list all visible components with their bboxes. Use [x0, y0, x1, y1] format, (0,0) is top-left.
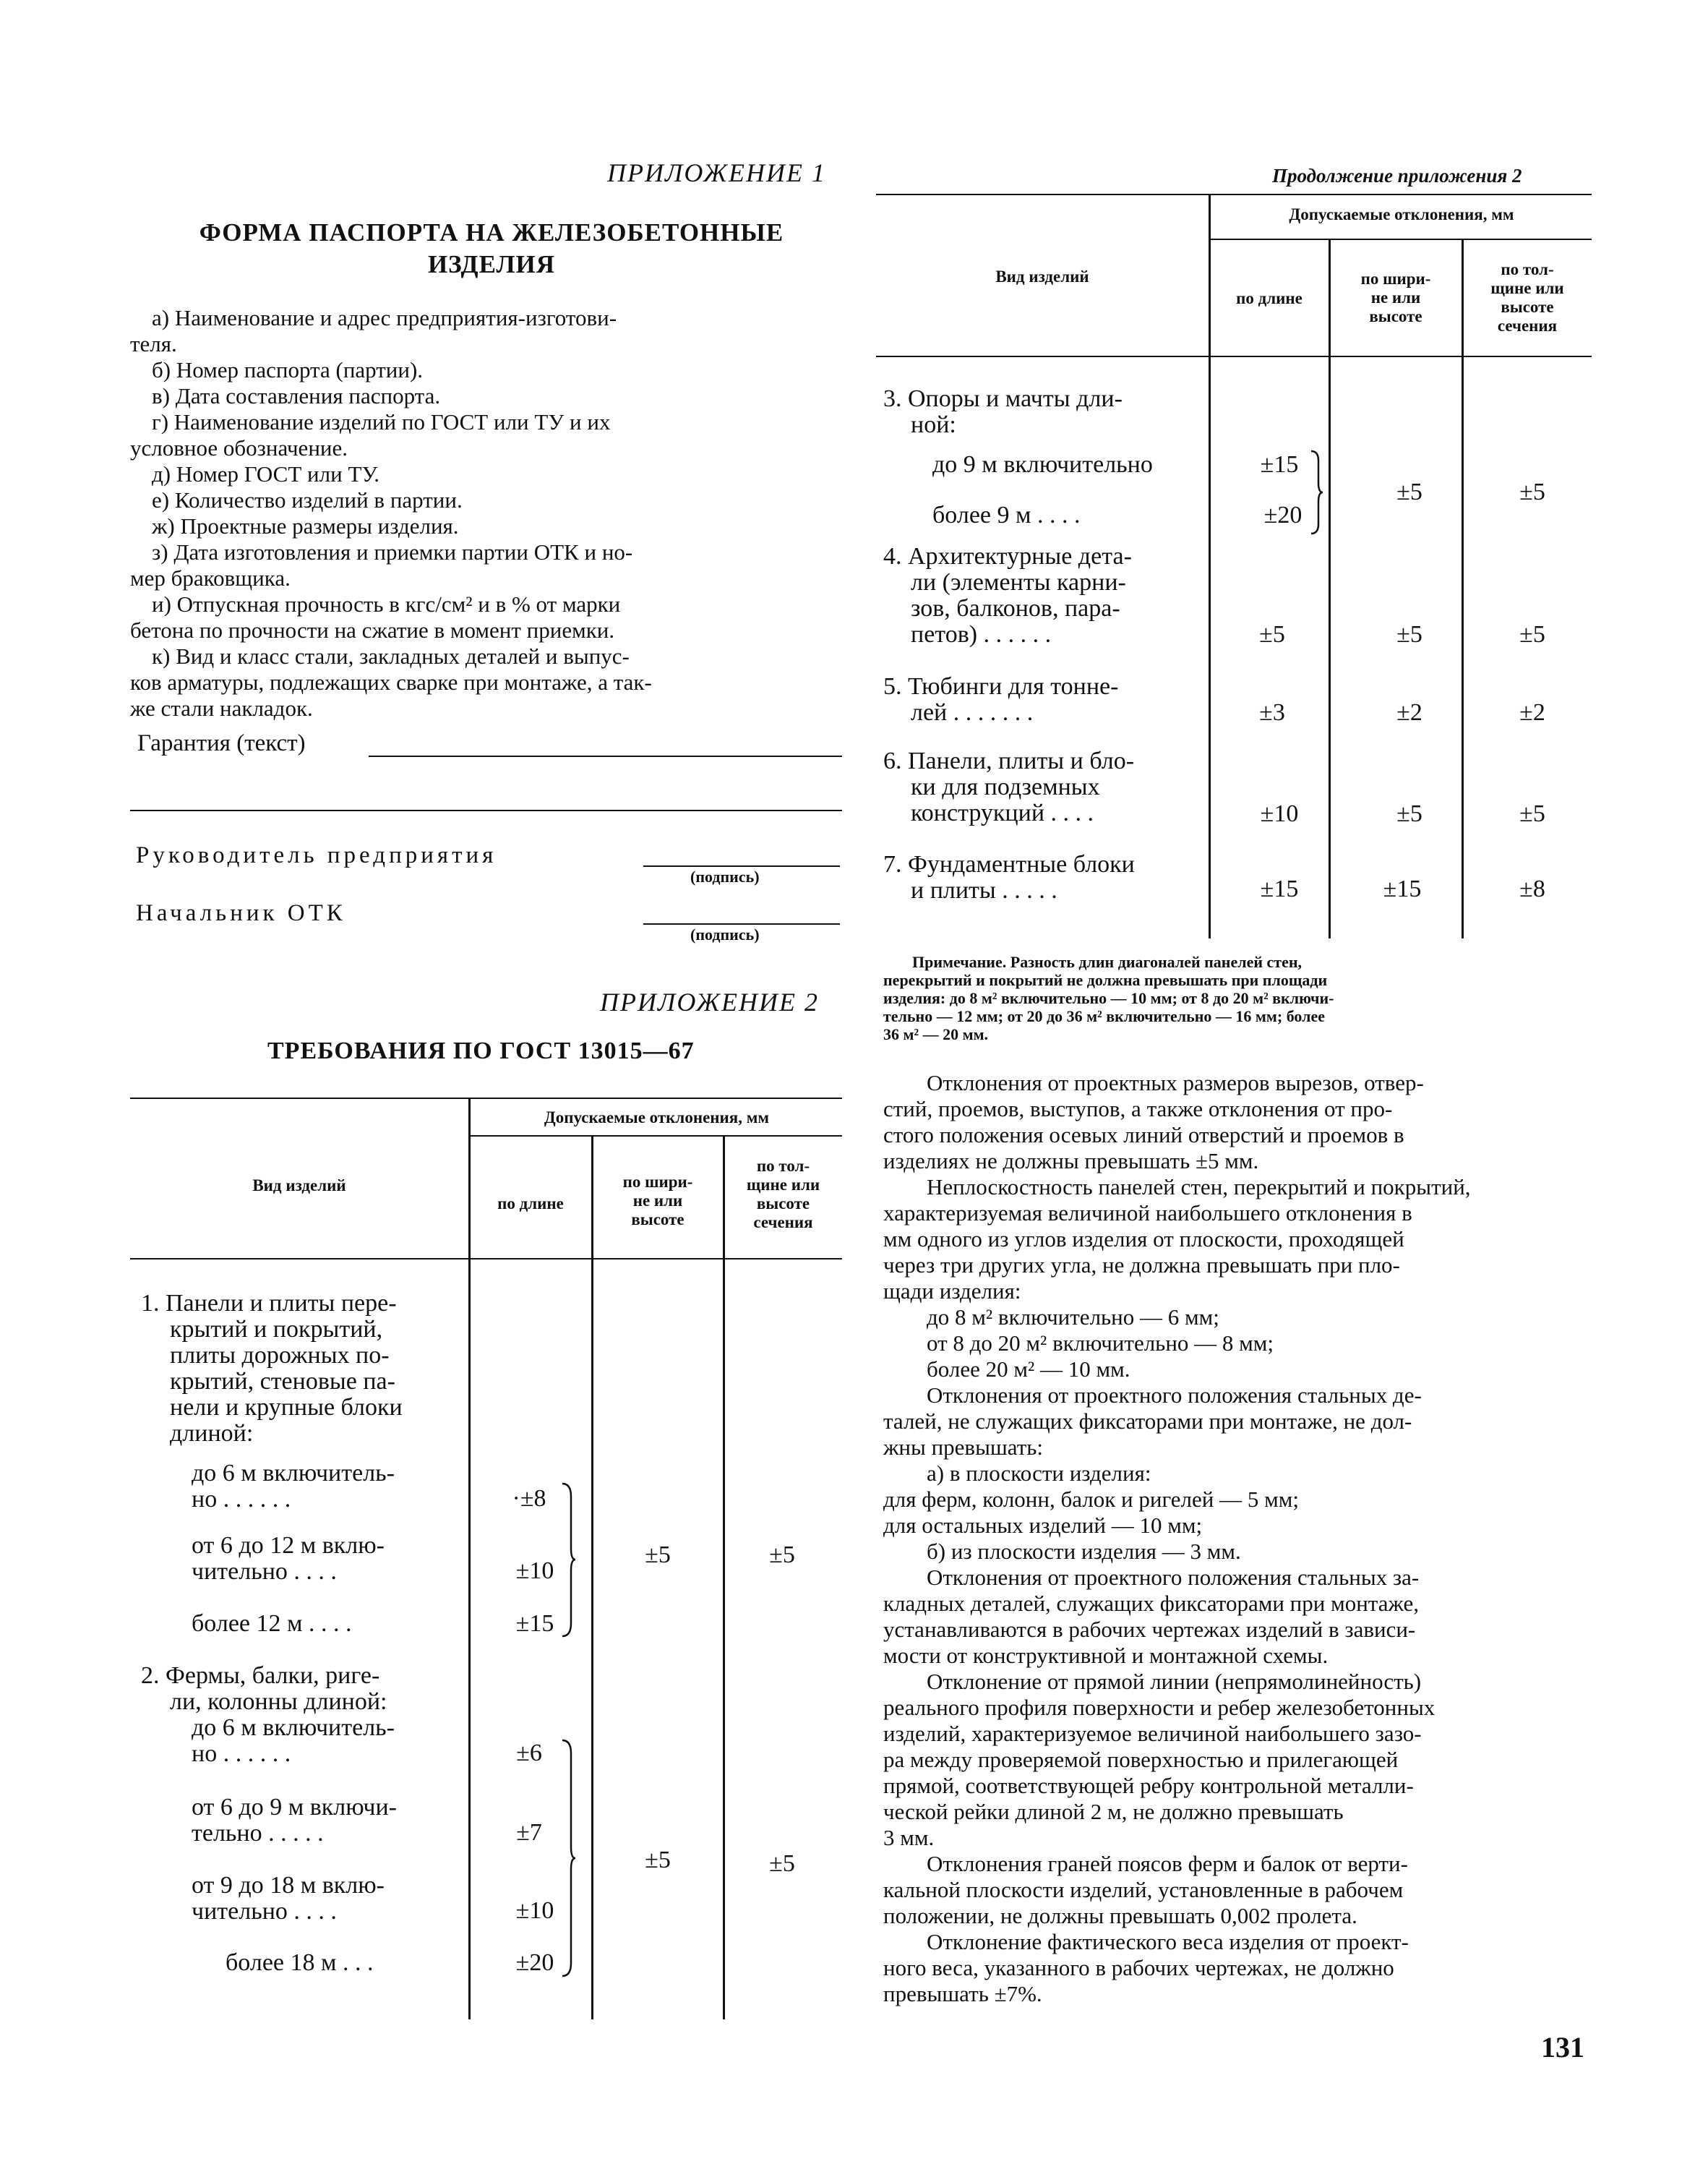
form-title	[130, 217, 853, 281]
body-line: щади изделия:	[883, 1278, 1021, 1304]
body-line: б) из плоскости изделия — 3 мм.	[927, 1539, 1241, 1564]
form-title-line-1: ФОРМА ПАСПОРТА НА ЖЕЛЕЗОБЕТОННЫЕ	[199, 218, 784, 247]
body-line: Отклонения от проектного положения стальных за-	[927, 1565, 1420, 1590]
row-2-sub-3	[192, 1873, 385, 1925]
row-1-label	[141, 1291, 459, 1447]
table-rule	[876, 194, 1592, 195]
row-line: 7. Фундаментные блоки	[883, 851, 1135, 878]
appendix-1-heading: ПРИЛОЖЕНИЕ 1	[607, 158, 826, 187]
note-line: изделия: до 8 м² включительно — 10 мм; от 8 до 20 м² включи-	[883, 989, 1334, 1007]
director-label: Руководитель предприятия	[136, 842, 497, 868]
signature-caption: (подпись)	[690, 868, 760, 886]
body-line: Отклонение от прямой линии (непрямолинейность)	[927, 1669, 1422, 1694]
otk-head-label: Начальник ОТК	[136, 900, 346, 926]
item-line: г) Наименование изделий по ГОСТ или ТУ и их	[152, 409, 611, 435]
row-1-sub-3: более 12 м . . . .	[192, 1610, 352, 1637]
row-6-width: ±5	[1396, 800, 1422, 827]
body-line: кальной плоскости изделий, установленные в рабочем	[883, 1877, 1404, 1902]
row-2-sub-1-length: ±6	[516, 1740, 542, 1766]
item-line: к) Вид и класс стали, закладных деталей и выпус-	[152, 643, 630, 669]
row-3-width: ±5	[1396, 479, 1422, 505]
body-line: прямой, соответствующей ребру контрольной металли-	[883, 1773, 1414, 1798]
header-width	[1330, 270, 1462, 326]
item-line: з) Дата изготовления и приемки партии ОТК и но-	[152, 539, 633, 565]
item-line: теля.	[130, 331, 177, 356]
row-6-length: ±10	[1260, 800, 1299, 827]
row-1-thickness: ±5	[769, 1541, 795, 1568]
continuation-heading: Продолжение приложения 2	[1272, 165, 1522, 187]
row-line: от 6 до 9 м включи-	[192, 1794, 397, 1821]
row-line: 2. Фермы, балки, риге-	[141, 1662, 380, 1689]
row-1-sub-3-length: ±15	[515, 1610, 554, 1637]
body-line: Отклонение фактического веса изделия от проект-	[927, 1929, 1409, 1954]
item-line: и) Отпускная прочность в кгс/см² и в % от марки	[152, 591, 621, 617]
row-line: но . . . . . .	[192, 1740, 291, 1767]
body-line: Неплоскостность панелей стен, перекрытий и покрытий,	[927, 1174, 1471, 1199]
header-thickness	[724, 1157, 842, 1232]
body-line: мм одного из углов изделия от плоскости, проходящей	[883, 1226, 1404, 1252]
body-line: 3 мм.	[883, 1825, 935, 1850]
row-5-label	[883, 674, 1118, 726]
row-line: ной:	[911, 411, 956, 438]
item-line: е) Количество изделий в партии.	[152, 487, 463, 513]
brace-icon	[561, 1739, 577, 1977]
header-width-line: высоте	[1369, 307, 1422, 325]
body-line: устанавливаются в рабочих чертежах изделий в зависи-	[883, 1617, 1416, 1642]
item-line: же стали накладок.	[130, 696, 313, 721]
row-line: крытий и покрытий,	[170, 1316, 383, 1343]
note-line: 36 м² — 20 мм.	[883, 1025, 989, 1043]
header-type: Вид изделий	[252, 1176, 346, 1194]
item-line: а) Наименование и адрес предприятия-изготови-	[152, 305, 617, 330]
header-width-line: по шири-	[622, 1173, 693, 1191]
body-line: более 20 м² — 10 мм.	[927, 1356, 1130, 1382]
row-line: 5. Тюбинги для тонне-	[883, 673, 1119, 700]
table-divider	[468, 1098, 471, 2019]
body-line: ного веса, указанного в рабочих чертежах, не должно	[883, 1955, 1394, 1980]
body-line: мости от конструктивной и монтажной схемы.	[883, 1643, 1329, 1668]
row-2-sub-2-length: ±7	[516, 1819, 542, 1846]
row-2-sub-4: более 18 м . . .	[226, 1949, 374, 1976]
row-line: и плиты . . . . .	[911, 877, 1057, 904]
table-divider	[1329, 239, 1331, 938]
row-line: до 6 м включитель-	[192, 1460, 395, 1487]
row-3-label	[883, 386, 1123, 438]
header-thickness-line: высоте	[1501, 298, 1554, 316]
header-thickness-line: высоте	[756, 1194, 810, 1212]
item-line: условное обозначение.	[130, 435, 348, 461]
row-1-sub-1	[192, 1460, 395, 1513]
row-1-sub-2	[192, 1533, 385, 1585]
body-line: превышать ±7%.	[883, 1981, 1042, 2006]
row-line: 1. Панели и плиты пере-	[141, 1290, 397, 1317]
header-length: по длине	[1236, 289, 1303, 307]
header-thickness	[1463, 260, 1592, 335]
guarantee-line-2	[130, 810, 842, 811]
row-line: 6. Панели, плиты и бло-	[883, 748, 1135, 774]
body-line: жны превышать:	[883, 1434, 1044, 1460]
row-line: крытий, стеновые па-	[170, 1368, 395, 1395]
header-thickness-line: сечения	[753, 1213, 813, 1231]
header-thickness-line: по тол-	[1501, 260, 1554, 278]
appendix-2-heading: ПРИЛОЖЕНИЕ 2	[600, 988, 819, 1017]
row-2-sub-2	[192, 1795, 397, 1847]
table-rule	[876, 356, 1592, 357]
header-width-line: не или	[1370, 288, 1421, 307]
item-line: мер браковщика.	[130, 565, 291, 591]
row-7-length: ±15	[1260, 876, 1299, 902]
row-3-thickness: ±5	[1519, 479, 1545, 505]
row-1-width: ±5	[645, 1541, 671, 1568]
header-type: Вид изделий	[995, 268, 1089, 286]
row-7-label	[883, 852, 1135, 904]
row-7-thickness: ±8	[1519, 876, 1545, 902]
row-line: лей . . . . . . .	[911, 699, 1034, 726]
table-divider	[591, 1135, 593, 2019]
row-line: 3. Опоры и мачты дли-	[883, 385, 1123, 412]
item-line: бетона по прочности на сжатие в момент приемки.	[130, 617, 615, 643]
row-line: петов) . . . . . .	[911, 621, 1052, 648]
note-line: тельно — 12 мм; от 20 до 36 м² включительно — 16 мм; более	[883, 1007, 1326, 1025]
note-line: перекрытий и покрытий не должна превышать при площади	[883, 971, 1328, 989]
note-line: Примечание. Разность длин диагоналей панелей стен,	[912, 953, 1303, 971]
row-line: тельно . . . . .	[192, 1820, 324, 1847]
row-3-length-1: ±15	[1260, 451, 1299, 478]
brace-icon	[1310, 450, 1324, 535]
row-6-thickness: ±5	[1519, 800, 1545, 827]
row-2-label	[141, 1663, 387, 1715]
header-length: по длине	[497, 1194, 564, 1212]
requirements-title: ТРЕБОВАНИЯ ПО ГОСТ 13015—67	[267, 1038, 695, 1064]
row-4-thickness: ±5	[1519, 621, 1545, 648]
body-line: талей, не служащих фиксаторами при монтаже, не дол-	[883, 1408, 1412, 1434]
header-thickness-line: щине или	[1490, 279, 1564, 297]
header-width-line: высоте	[631, 1210, 685, 1228]
passport-items	[130, 305, 846, 722]
row-1-sub-2-length: ±10	[515, 1557, 554, 1584]
row-1-sub-1-length: ·±8	[512, 1485, 546, 1512]
page-number: 131	[1541, 2031, 1584, 2063]
row-3-sub-2: более 9 м . . . .	[932, 502, 1081, 529]
item-line: д) Номер ГОСТ или ТУ.	[152, 461, 380, 487]
body-line: стий, проемов, выступов, а также отклонения от про-	[883, 1096, 1393, 1121]
table-divider	[1462, 239, 1464, 938]
signature-caption: (подпись)	[690, 925, 760, 944]
row-3-sub-1: до 9 м включительно	[932, 451, 1153, 478]
body-line: для остальных изделий — 10 мм;	[883, 1513, 1203, 1538]
body-line: Отклонения граней поясов ферм и балок от верти-	[927, 1851, 1408, 1876]
row-line: чительно . . . .	[192, 1898, 337, 1925]
row-2-thickness: ±5	[769, 1850, 795, 1877]
guarantee-label: Гарантия (текст)	[137, 730, 306, 756]
header-width-line: по шири-	[1360, 270, 1431, 288]
body-line: реального профиля поверхности и ребер железобетонных	[883, 1695, 1436, 1720]
row-line: но . . . . . .	[192, 1486, 291, 1513]
body-line: через три других угла, не должна превышать при пло-	[883, 1252, 1400, 1278]
row-line: конструкций . . . .	[911, 800, 1094, 826]
body-line: Отклонения от проектного положения стальных де-	[927, 1382, 1422, 1408]
body-line: характеризуемая величиной наибольшего отклонения в	[883, 1200, 1412, 1226]
row-5-thickness: ±2	[1519, 699, 1545, 726]
row-line: ли, колонны длиной:	[170, 1688, 387, 1715]
body-line: стого положения осевых линий отверстий и проемов в	[883, 1122, 1404, 1147]
header-thickness-line: по тол-	[756, 1157, 810, 1175]
row-3-length-2: ±20	[1263, 502, 1303, 529]
row-line: 4. Архитектурные дета-	[883, 543, 1132, 570]
header-thickness-line: щине или	[746, 1176, 820, 1194]
table-rule	[130, 1258, 842, 1259]
row-2-sub-1	[192, 1715, 395, 1767]
body-line: для ферм, колонн, балок и ригелей — 5 мм;	[883, 1487, 1299, 1512]
row-2-width: ±5	[645, 1847, 671, 1873]
row-line: от 9 до 18 м вклю-	[192, 1872, 385, 1899]
header-group: Допускаемые отклонения, мм	[544, 1108, 770, 1126]
table-note	[883, 953, 1595, 1043]
body-line: положении, не должны превышать 0,002 пролета.	[883, 1903, 1357, 1928]
body-line: Отклонения от проектных размеров вырезов, отвер-	[927, 1070, 1424, 1095]
table-rule	[470, 1135, 842, 1137]
row-2-sub-4-length: ±20	[515, 1949, 554, 1976]
otk-signature-line	[643, 923, 840, 925]
header-group: Допускаемые отклонения, мм	[1289, 205, 1514, 223]
table-rule	[1210, 239, 1592, 240]
row-4-length: ±5	[1259, 621, 1285, 648]
body-line: ра между проверяемой поверхностью и прилегающей	[883, 1747, 1399, 1772]
body-line: от 8 до 20 м² включительно — 8 мм;	[927, 1330, 1274, 1356]
row-line: от 6 до 12 м вклю-	[192, 1532, 385, 1559]
body-line: изделиях не должны превышать ±5 мм.	[883, 1148, 1259, 1173]
row-line: длиной:	[170, 1420, 254, 1447]
table-divider	[723, 1135, 725, 2019]
body-line: ческой рейки длиной 2 м, не должно превышать	[883, 1799, 1344, 1824]
row-line: до 6 м включитель-	[192, 1714, 395, 1741]
item-line: ж) Проектные размеры изделия.	[152, 513, 459, 539]
guarantee-line	[369, 756, 842, 757]
brace-icon	[561, 1482, 577, 1638]
table-rule	[130, 1098, 842, 1099]
body-line: кладных деталей, служащих фиксаторами при монтаже,	[883, 1591, 1420, 1616]
row-5-length: ±3	[1259, 699, 1285, 726]
form-title-line-2: ИЗДЕЛИЯ	[427, 250, 556, 278]
director-signature-line	[643, 865, 840, 867]
item-line: ков арматуры, подлежащих сварке при монтаже, а так-	[130, 670, 652, 695]
row-7-width: ±15	[1383, 876, 1422, 902]
row-line: зов, балконов, пара-	[911, 595, 1120, 622]
row-6-label	[883, 748, 1134, 826]
body-line: до 8 м² включительно — 6 мм;	[927, 1304, 1219, 1330]
row-line: чительно . . . .	[192, 1558, 337, 1585]
row-line: ки для подземных	[911, 774, 1100, 800]
header-width-line: не или	[632, 1192, 683, 1210]
body-line: изделий, характеризуемое величиной наибольшего зазо-	[883, 1721, 1422, 1746]
header-width	[593, 1173, 723, 1229]
row-line: ли (элементы карни-	[911, 569, 1126, 596]
item-line: б) Номер паспорта (партии).	[152, 357, 424, 382]
row-line: плиты дорожных по-	[170, 1342, 390, 1369]
row-4-width: ±5	[1396, 621, 1422, 648]
item-line: в) Дата составления паспорта.	[152, 383, 441, 409]
body-text	[883, 1070, 1599, 2007]
body-line: а) в плоскости изделия:	[927, 1460, 1151, 1486]
header-thickness-line: сечения	[1497, 317, 1558, 335]
row-4-label	[883, 544, 1132, 648]
row-2-sub-3-length: ±10	[515, 1897, 554, 1924]
row-line: нели и крупные блоки	[170, 1394, 403, 1421]
row-5-width: ±2	[1396, 699, 1422, 726]
